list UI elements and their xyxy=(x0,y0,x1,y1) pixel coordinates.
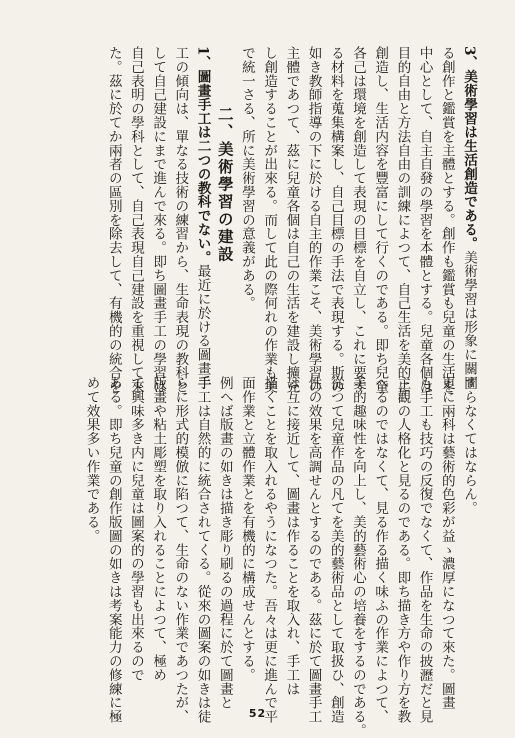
right-upper-line: る材料を蒐集構案し、自己目標の手法で表現する。斯の xyxy=(327,46,344,394)
right-lower-line: 自己表明の學科として、自己表現自己建設を重視して來 xyxy=(127,46,144,394)
right-lower-line: して自己建設にまで進んで來る。即ち圖畫手工の學習は xyxy=(150,46,167,394)
left-col-line: も手工も技巧の反復でなくて、作品を生命の披瀝だと見 xyxy=(416,376,433,724)
right-upper-line: し創造することが出來る。而して此の際何れの作業も美 xyxy=(261,46,278,394)
section-heading: 二、美術學習の建設 xyxy=(215,106,235,264)
left-col-line: 面作業と立體作業とを有機的に構成せんとする。 xyxy=(238,376,255,682)
left-col-line: 主觀の人格化と見るのである。即ち描き方や作り方を教 xyxy=(394,376,411,724)
right-upper-line: 各己は環境を創造して表現の目標を自立し、これに要す xyxy=(349,46,366,394)
right-lower-line: た。茲に於てか兩者の區別を除去して、有機的の統合を xyxy=(105,46,122,394)
right-lower-line xyxy=(191,46,213,390)
left-col-line: 更に兩科は藝術的色彩が益ゝ濃厚になつて來た。圖畫 xyxy=(438,376,455,710)
line-text: 美術學習は形象に關す xyxy=(461,250,477,390)
right-upper-line: る創作と鑑賞を主體とする。創作も鑑賞も兒童の生活を xyxy=(438,46,455,394)
right-upper-line: 中心として、自主自發の學習を本體とする。兒童各個は xyxy=(416,46,433,394)
right-upper-line xyxy=(458,46,480,390)
bold-lead-phrase: 3、美術學習は生活創造である。 xyxy=(461,46,477,251)
left-col-line: へるのではなくて、見る作る描く味ふの作業によつて、 xyxy=(372,376,389,724)
left-col-line: て興味多き内に兒童は圖案的の學習も出來るので xyxy=(127,376,144,682)
left-col-line: 例へば版畫の如きは描き彫り刷るの過程に於て圖畫と xyxy=(216,376,233,710)
section-right-lower xyxy=(103,46,214,394)
left-col-line: 從つて兒童作品の凡てを美的藝術品として取扱ひ、創造 xyxy=(327,376,344,724)
left-col-line: 描くことを取入れるやうになつた。吾々は更に進んで平 xyxy=(261,376,278,724)
left-col-line: 手工は自然的に統合されてくる。從來の圖案の如きは徒 xyxy=(194,376,211,724)
bold-lead-phrase: 1、圖畫手工は二つの教科でない。 xyxy=(194,46,211,265)
right-upper-line: 主體であつて、茲に兒童各個は自己の生活を建設し擴充 xyxy=(283,46,300,394)
left-col-line: ある。即ち兒童の創作版圖の如きは考案能力の修練に極 xyxy=(105,376,122,724)
right-upper-line: 目的自由と方法自由の訓練によつて、自己生活を美的に xyxy=(394,46,411,394)
left-col-line: めて效果多い作業である。 xyxy=(83,376,100,543)
left-col-line: らに形式的模倣に陷つて、生命のない作業であつたが、 xyxy=(172,376,189,724)
line-text: 最近に於ける圖畫手 xyxy=(194,264,211,390)
left-col-line: 版畫や粘土彫塑を取り入れることによつて、極め xyxy=(150,376,167,682)
right-upper-line: 創造し、生活内容を豐富にして行くのである。即ち兒童 xyxy=(372,46,389,394)
right-lower-line: 工の傾向は、單なる技術の練習から、生命表現の教科と xyxy=(172,46,189,394)
left-col-line: 美的趣味性を向上し、美的藝術心の培養をするのである。 xyxy=(349,376,366,738)
left-col-line: 性の效果を高調せんとするのである。茲に於て圖畫手工 xyxy=(305,376,322,724)
left-col-line: 圖らなくてはならん。 xyxy=(461,376,477,515)
page-number: 52 xyxy=(248,707,267,720)
left-col-line: は互に接近して、圖畫は作ることを取入れ、手工は xyxy=(283,376,300,696)
section-right-upper xyxy=(236,46,480,394)
main-text-block xyxy=(40,46,480,394)
right-upper-line: 如き教師指導の下に於ける自主的作業こそ、美術學習の xyxy=(305,46,322,394)
right-upper-line: で統一さる、所に美術學習の意義がある。 xyxy=(238,46,255,311)
